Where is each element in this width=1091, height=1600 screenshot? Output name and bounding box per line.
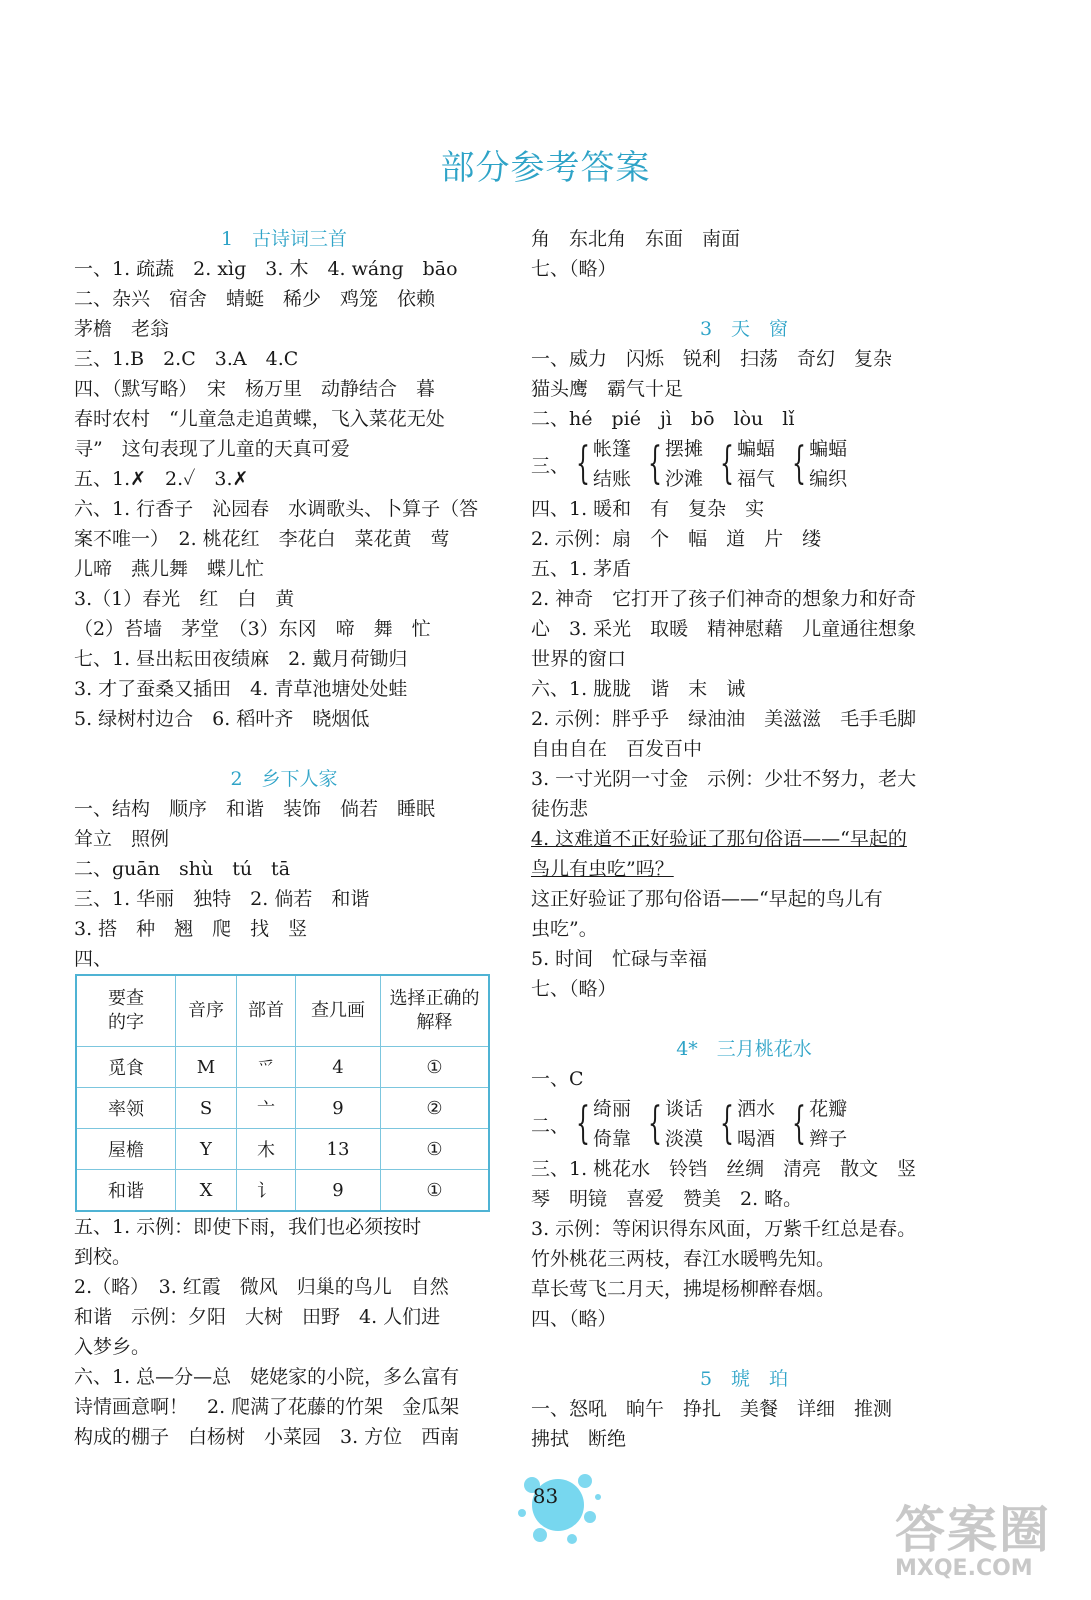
answer-line: 五、1. 茅盾 — [531, 558, 632, 580]
brace-word: 结账 — [593, 468, 632, 490]
answer-line: 这正好验证了那句俗语——“早起的鸟儿有 — [531, 888, 883, 910]
brace-group — [713, 434, 775, 494]
left-brace-icon: { — [792, 1098, 807, 1149]
table-cell: Y — [176, 1129, 237, 1170]
answer-line: 3.（1）春光 红 白 黄 — [74, 588, 295, 610]
answer-line: 自由自在 百发百中 — [531, 738, 703, 760]
left-brace-icon: { — [720, 1098, 735, 1149]
answer-line: 茅檐 老翁 — [74, 318, 170, 340]
answer-line: 一、C — [531, 1068, 584, 1090]
answer-line: 寻” 这句表现了儿童的天真可爱 — [74, 438, 350, 460]
answer-line: 三、1. 华丽 独特 2. 倘若 和谐 — [74, 888, 370, 910]
brace-word: 喝酒 — [737, 1128, 776, 1150]
answer-line: 4. 这难道不正好验证了那句俗语——“早起的 — [531, 828, 907, 850]
answer-line: 一、结构 顺序 和谐 装饰 倘若 睡眠 — [74, 798, 436, 820]
brace-group — [785, 1094, 847, 1154]
table-header-cell — [381, 975, 490, 1047]
answer-line: 3. 搭 种 翘 爬 找 竖 — [74, 918, 308, 940]
page-number: 83 — [532, 1484, 559, 1508]
answer-line: 三、1. 桃花水 铃铛 丝绸 清亮 散文 竖 — [531, 1158, 917, 1180]
answer-line: 3. 一寸光阴一寸金 示例：少壮不努力，老大 — [531, 768, 917, 790]
brace-group — [569, 434, 631, 494]
answer-line: 五、1.✗ 2.✓ 3.✗ — [74, 468, 249, 490]
left-brace-icon: { — [576, 1098, 591, 1149]
brace-label: 三、 — [531, 454, 570, 477]
table-cell: ② — [381, 1088, 490, 1129]
table-row — [76, 1129, 489, 1170]
answer-line: 六、1. 总—分—总 姥姥家的小院，多么富有 — [74, 1366, 460, 1388]
section-heading-4: 4* 三月桃花水 — [676, 1038, 812, 1060]
answer-line: 耸立 照例 — [74, 828, 170, 850]
answer-line: 虫吃”。 — [531, 918, 598, 940]
answer-line: 四、 — [74, 948, 113, 970]
brace-group — [785, 434, 847, 494]
table-cell: 亠 — [237, 1088, 296, 1129]
answer-line: 3. 示例：等闲识得东风面，万紫千红总是春。 — [531, 1218, 917, 1240]
answer-line: 入梦乡。 — [74, 1336, 151, 1358]
answer-line: 3. 才了蚕桑又插田 4. 青草池塘处处蛙 — [74, 678, 408, 700]
brace-word: 蝙蝠 — [809, 438, 848, 460]
brace-word: 倚靠 — [593, 1128, 632, 1150]
left-brace-icon: { — [792, 438, 807, 489]
answer-line: 三、1.B 2.C 3.A 4.C — [74, 348, 299, 370]
brace-word: 沙滩 — [665, 468, 704, 490]
answer-line: 七、1. 昼出耘田夜绩麻 2. 戴月荷锄归 — [74, 648, 408, 670]
watermark-cn: 答案圈 — [895, 1501, 1051, 1559]
left-brace-icon: { — [648, 1098, 663, 1149]
header-text: 部首 — [248, 1000, 284, 1021]
brace-word: 花瓣 — [809, 1098, 848, 1120]
watermark-en: MXQE.COM — [895, 1556, 1033, 1581]
table-cell: 屋檐 — [76, 1129, 176, 1170]
header-text: 音序 — [188, 1000, 224, 1021]
table-row — [76, 1047, 489, 1088]
answer-line: 二、ɡuān shù tú tā — [74, 858, 291, 880]
table-cell: ① — [381, 1047, 490, 1088]
brace-word: 福气 — [737, 468, 776, 490]
watermark-logo — [895, 1490, 1080, 1590]
answer-line: 2.（略） 3. 红霞 微风 归巢的鸟儿 自然 — [74, 1276, 449, 1298]
answer-line: 儿啼 燕儿舞 蝶儿忙 — [74, 558, 265, 580]
answer-line: 角 东北角 东面 南面 — [531, 228, 741, 250]
answer-line: 五、1. 示例：即使下雨，我们也必须按时 — [74, 1216, 422, 1238]
answer-line: 草长莺飞二月天，拂堤杨柳醉春烟。 — [531, 1278, 836, 1300]
left-column — [74, 224, 494, 1452]
header-text: 要查 的字 — [108, 988, 144, 1033]
answer-line: 二、hé pié jì bō lòu lǐ — [531, 408, 795, 430]
table-cell: 13 — [296, 1129, 381, 1170]
answer-line: 鸟儿有虫吃”吗？ — [531, 858, 674, 880]
answer-line: 5. 绿树村边合 6. 稻叶齐 晓烟低 — [74, 708, 370, 730]
table-cell: 4 — [296, 1047, 381, 1088]
answer-line: 5. 时间 忙碌与幸福 — [531, 948, 708, 970]
page-title: 部分参考答案 — [440, 148, 651, 188]
answer-line: 六、1. 胧胧 谐 末 诫 — [531, 678, 746, 700]
answer-line: 七、（略） — [531, 978, 617, 1000]
table-header-cell — [237, 975, 296, 1047]
answer-line: 四、（默写略） 宋 杨万里 动静结合 暮 — [74, 378, 436, 400]
answer-line: 六、1. 行香子 沁园春 水调歌头、卜算子（答 — [74, 498, 479, 520]
answer-line: 诗情画意啊！ 2. 爬满了花藤的竹架 金瓜架 — [74, 1396, 460, 1418]
answer-line: 到校。 — [74, 1246, 132, 1268]
answer-line: 春时农村 “儿童急走追黄蝶，飞入菜花无处 — [74, 408, 445, 430]
left-brace-icon: { — [576, 438, 591, 489]
dictionary-table — [75, 974, 490, 1212]
section-heading-1: 1 古诗词三首 — [220, 228, 348, 250]
brace-word: 淡漠 — [665, 1128, 704, 1150]
right-column — [531, 224, 957, 1454]
answer-line: （2）苔墙 茅堂 （3）东冈 啼 舞 忙 — [74, 618, 431, 640]
answer-line: 一、威力 闪烁 锐利 扫荡 奇幻 复杂 — [531, 348, 893, 370]
table-cell: X — [176, 1170, 237, 1212]
section-heading-2: 2 乡下人家 — [230, 768, 338, 790]
table-row — [76, 1088, 489, 1129]
answer-line: 四、（略） — [531, 1308, 617, 1330]
table-cell: 率领 — [76, 1088, 176, 1129]
table-header-cell — [176, 975, 237, 1047]
table-row — [76, 1170, 489, 1212]
brace-group — [569, 1094, 631, 1154]
table-cell: 觅食 — [76, 1047, 176, 1088]
table-cell: 和谐 — [76, 1170, 176, 1212]
brace-word: 绮丽 — [593, 1098, 632, 1120]
header-text: 选择正确的 解释 — [389, 988, 480, 1033]
answer-line: 一、怒吼 晌午 挣扎 美餐 详细 推测 — [531, 1398, 893, 1420]
table-cell: 9 — [296, 1170, 381, 1212]
answer-line: 徒伤悲 — [531, 798, 589, 820]
table-header-row — [76, 975, 489, 1047]
table-cell: M — [176, 1047, 237, 1088]
brace-word: 蝙蝠 — [737, 438, 776, 460]
answer-line: 2. 示例：胖乎乎 绿油油 美滋滋 毛手毛脚 — [531, 708, 917, 730]
brace-word: 辫子 — [809, 1128, 848, 1150]
table-cell: 爫 — [237, 1047, 296, 1088]
brace-word: 谈话 — [665, 1098, 704, 1120]
left-brace-icon: { — [648, 438, 663, 489]
brace-group — [641, 1094, 703, 1154]
answer-line: 2. 神奇 它打开了孩子们神奇的想象力和好奇 — [531, 588, 917, 610]
answer-line: 2. 示例：扇 个 幅 道 片 缕 — [531, 528, 822, 550]
answer-line: 一、1. 疏蔬 2. xìɡ 3. 木 4. wánɡ bāo — [74, 258, 458, 280]
answer-line: 四、1. 暖和 有 复杂 实 — [531, 498, 765, 520]
brace-word: 摆摊 — [665, 438, 704, 460]
table-cell: 9 — [296, 1088, 381, 1129]
brace-group — [713, 1094, 775, 1154]
table-cell: 木 — [237, 1129, 296, 1170]
brace-label: 二、 — [531, 1114, 570, 1137]
answer-line: 和谐 示例：夕阳 大树 田野 4. 人们进 — [74, 1306, 441, 1328]
brace-word: 洒水 — [737, 1098, 776, 1120]
brace-word: 帐篷 — [593, 438, 632, 460]
answer-line: 心 3. 采光 取暖 精神慰藉 儿童通往想象 — [531, 618, 917, 640]
answer-line: 拂拭 断绝 — [531, 1428, 627, 1450]
answer-line: 构成的棚子 白杨树 小菜园 3. 方位 西南 — [74, 1426, 460, 1448]
brace-word: 编织 — [809, 468, 848, 490]
answer-line: 七、（略） — [531, 258, 617, 280]
answer-line: 案不唯一） 2. 桃花红 李花白 菜花黄 莺 — [74, 528, 450, 550]
table-header-cell — [296, 975, 381, 1047]
brace-answer-row — [531, 434, 957, 494]
table-cell: 讠 — [237, 1170, 296, 1212]
section-heading-5: 5 琥 珀 — [699, 1368, 789, 1390]
table-cell: ① — [381, 1170, 490, 1212]
brace-answer-row — [531, 1094, 957, 1154]
header-text: 查几画 — [311, 1000, 365, 1021]
section-heading-3: 3 天 窗 — [699, 318, 789, 340]
answer-line: 竹外桃花三两枝，春江水暖鸭先知。 — [531, 1248, 836, 1270]
table-cell: S — [176, 1088, 237, 1129]
answer-line: 二、杂兴 宿舍 蜻蜓 稀少 鸡笼 依赖 — [74, 288, 436, 310]
left-brace-icon: { — [720, 438, 735, 489]
answer-line: 世界的窗口 — [531, 648, 627, 670]
table-cell: ① — [381, 1129, 490, 1170]
answer-line: 琴 明镜 喜爱 赞美 2. 略。 — [531, 1188, 803, 1210]
brace-group — [641, 434, 703, 494]
answer-line: 猫头鹰 霸气十足 — [531, 378, 684, 400]
table-header-cell — [76, 975, 176, 1047]
